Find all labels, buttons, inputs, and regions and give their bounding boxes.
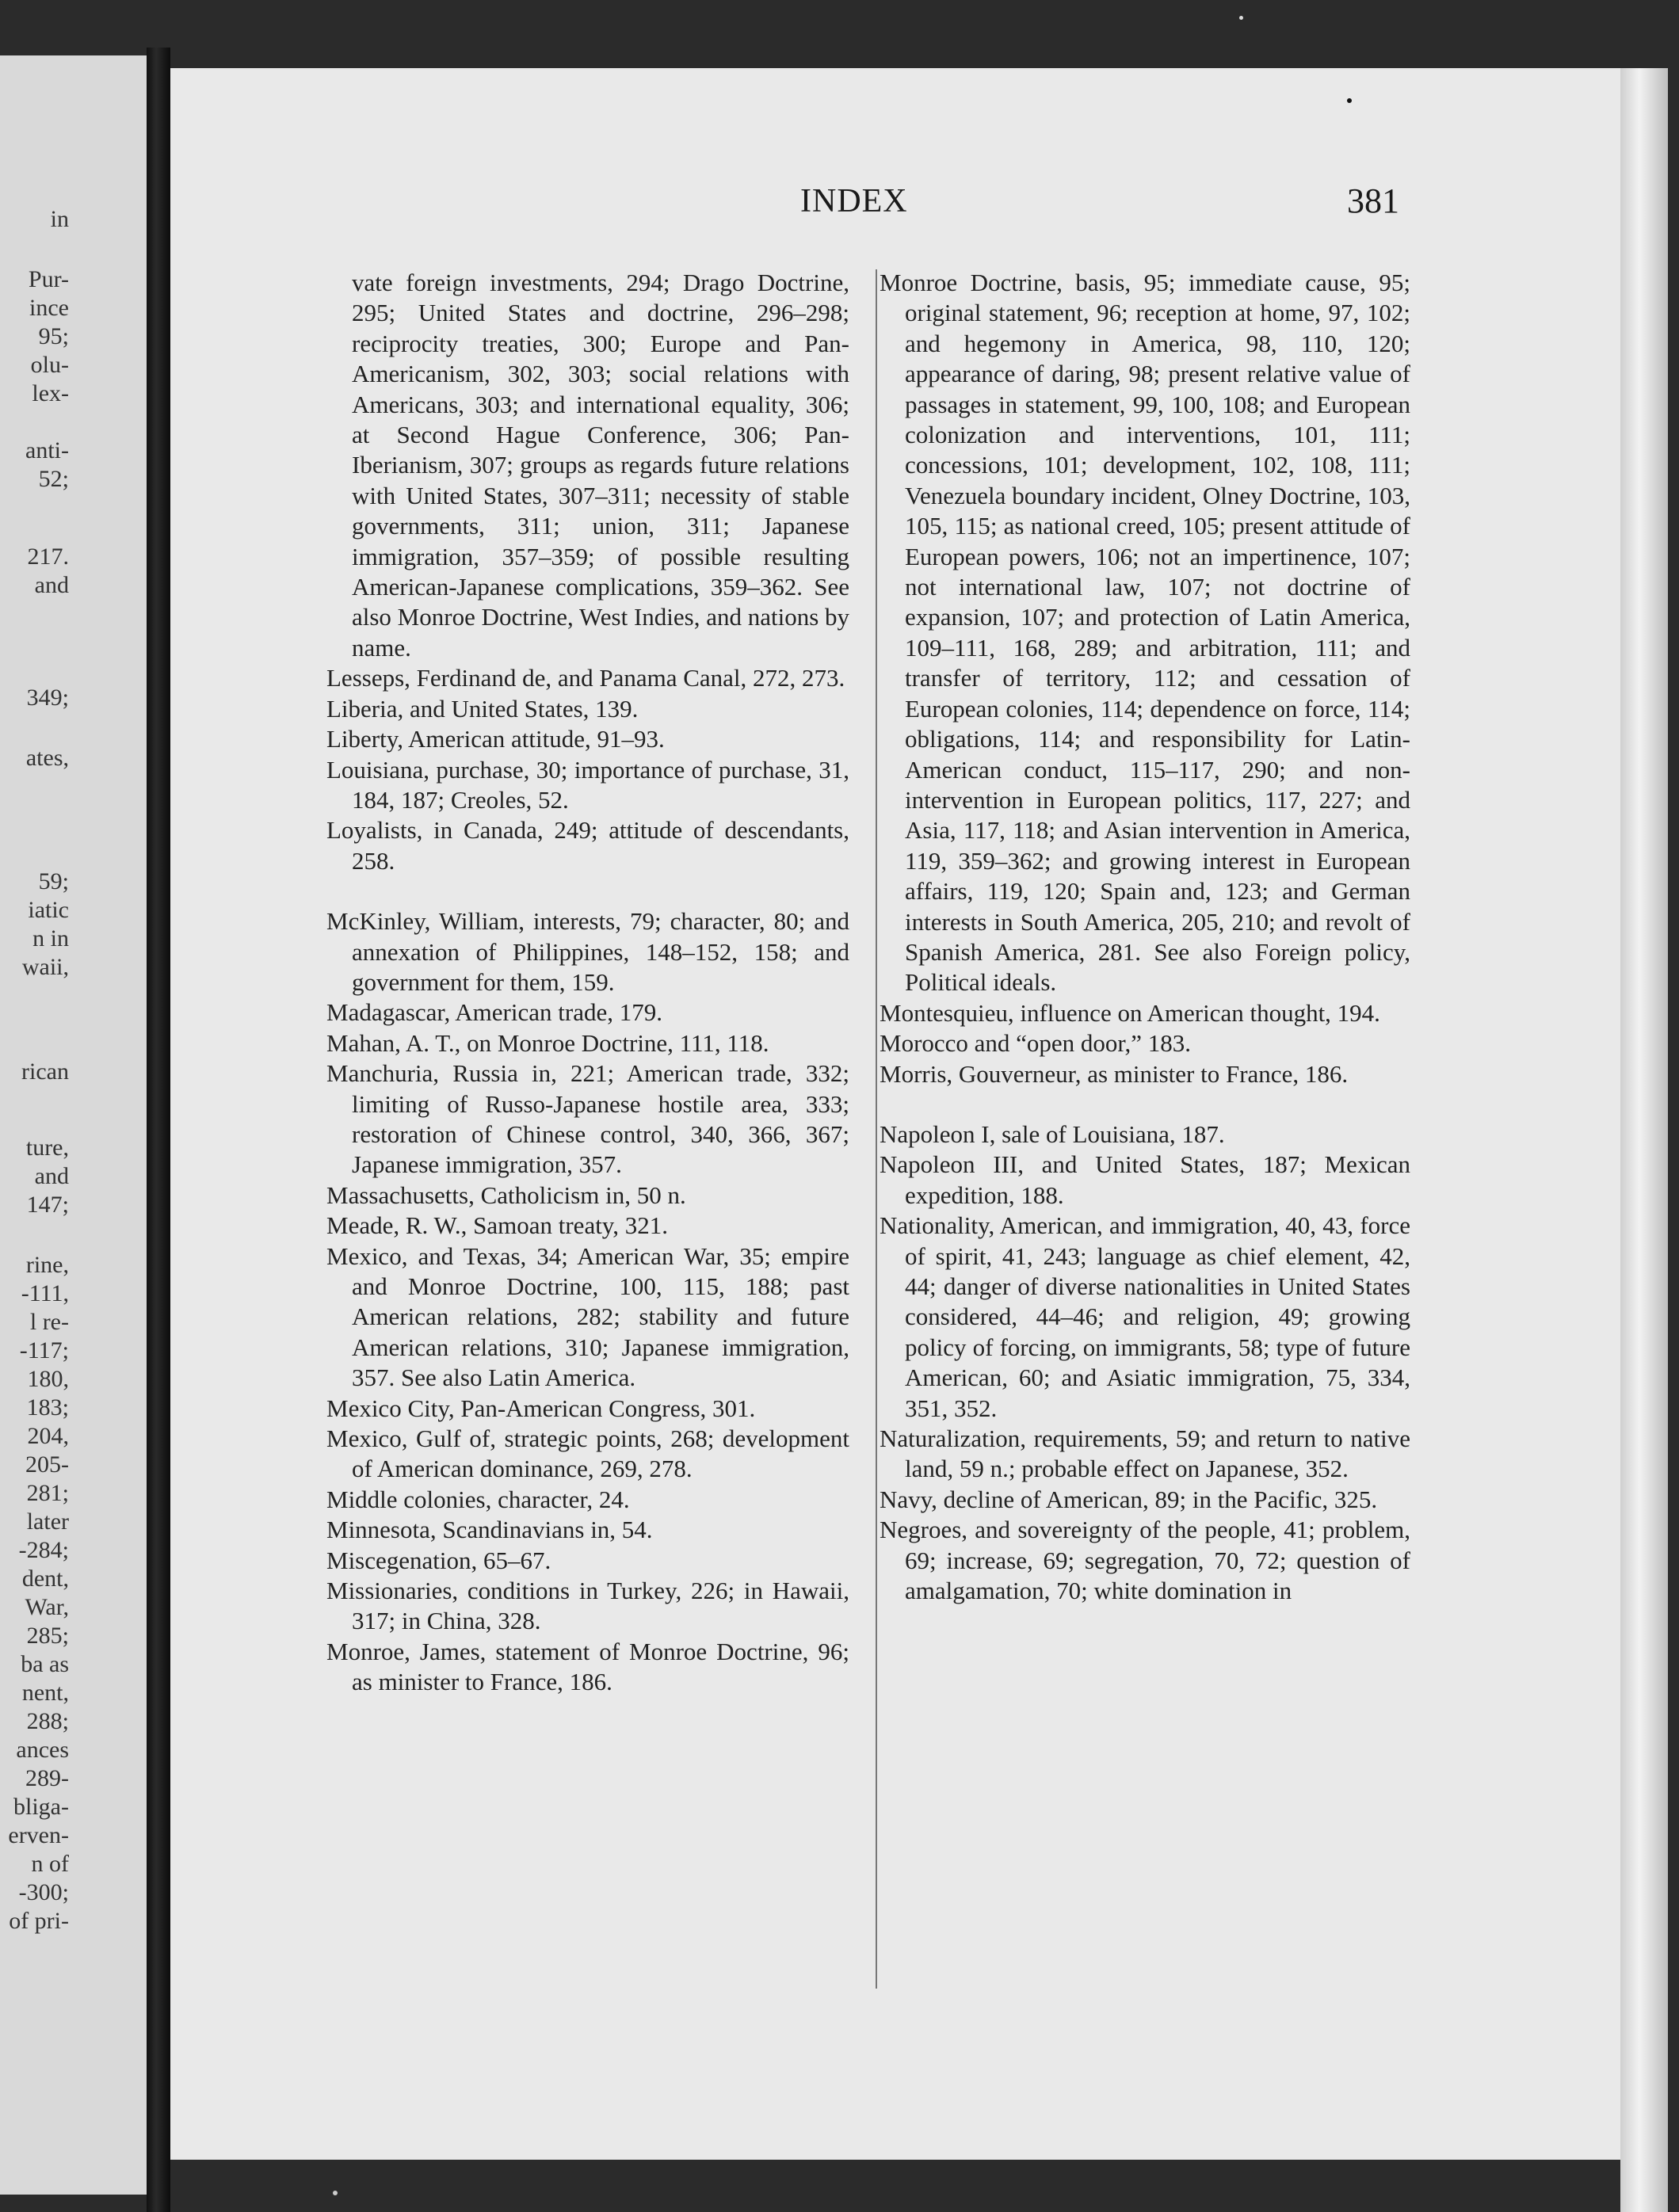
facing-page-text: ates, [25,745,69,771]
facing-page-text: and [34,572,69,598]
facing-page-text: Pur- [28,266,69,292]
scan-speck [333,2191,338,2195]
index-entry: Meade, R. W., Samoan treaty, 321. [326,1211,669,1240]
column-divider [876,269,877,1989]
index-entry: Montesquieu, influence on American thought, 194. [880,998,1380,1027]
index-entry: Negroes, and sovereignty of the people, 41; problem, 69; increase, 69; segregation, 70, 72; question of amalgamation, 70; white domination in [880,1516,1410,1605]
index-entry: Mexico City, Pan-American Congress, 301. [326,1394,756,1422]
facing-page-text: 95; [38,323,69,349]
facing-page-text: erven- [8,1822,69,1848]
facing-page-text: 180, [27,1366,69,1392]
index-entry: Mahan, A. T., on Monroe Doctrine, 111, 118. [326,1028,769,1057]
index-column-left [326,268,849,1698]
facing-page-text: 288; [26,1708,69,1734]
facing-page-text: iatic [28,897,69,923]
facing-page-text: 285; [26,1623,69,1649]
facing-page-text: anti- [25,437,69,463]
index-entry: Napoleon III, and United States, 187; Mexican expedition, 188. [880,1150,1410,1209]
facing-page-text: waii, [21,954,69,980]
facing-page-text: rine, [25,1252,69,1278]
index-entry: Miscegenation, 65–67. [326,1546,551,1574]
facing-page-text: ances [16,1737,69,1763]
index-entry: Mexico, and Texas, 34; American War, 35; empire and Monroe Doctrine, 100, 115, 188; past American relations, 282; stability and future American relations, 310; Japanese immigration, 357. See also Latin America. [326,1241,849,1392]
facing-page-text: n of [31,1851,69,1877]
index-entry: Madagascar, American trade, 179. [326,998,662,1027]
index-entry: Missionaries, conditions in Turkey, 226; in Hawaii, 317; in China, 328. [326,1577,849,1635]
facing-page-text: l re- [29,1309,69,1335]
page-number: 381 [1347,181,1399,220]
facing-page-text: of pri- [9,1908,69,1934]
facing-page-text: -300; [18,1879,69,1905]
facing-page-text: nent, [21,1680,69,1706]
scan-speck [1347,98,1352,103]
index-column-right [880,268,1410,1606]
index-entry: Morris, Gouverneur, as minister to France, 186. [880,1059,1349,1088]
facing-page-text: in [50,206,69,232]
index-entry-continuation: vate foreign investments, 294; Drago Doctrine, 295; United States and doctrine, 296–298; reciprocity treaties, 300; Europe and Pan-Americanism, 302, 303; social relations with Americans, 303; and international equality, 306; at Second Hague Conference, 306; Pan-Iberianism, 307; groups as regards future relations with United States, 307–311; necessity of stable governments, 311; union, 311; Japanese immigration, 357–359; of possible resulting American-Japanese complications, 359–362. See also Monroe Doctrine, West Indies, and nations by name. [352,269,850,662]
facing-page-text: ba as [21,1651,69,1677]
facing-page-text: 183; [26,1394,69,1421]
index-entry: McKinley, William, interests, 79; character, 80; and annexation of Philippines, 148–152, 158; and government for them, 159. [326,907,849,996]
index-entry: Liberia, and United States, 139. [326,694,639,723]
facing-page-text: 281; [26,1480,69,1506]
index-entry: Morocco and “open door,” 183. [880,1029,1192,1058]
index-entry: Monroe Doctrine, basis, 95; immediate cause, 95; original statement, 96; reception at home, 97, 102; and hegemony in America, 98, 110, 120; appearance of daring, 98; present relative value of passages in statement, 99, 100, 108; and European colonization and interventions, 101, 111; concessions, 101; development, 102, 108, 111; Venezuela boundary incident, Olney Doctrine, 103, 105, 115; as national creed, 105; present attitude of European powers, 106; not an impertinence, 107; not international law, 107; not doctrine of expansion, 107; and protection of Latin America, 109–111, 168, 289; and arbitration, 111; and transfer of territory, 112; and cessation of European colonies, 114; dependence on force, 114; obligations, 114; and responsibility for Latin-American conduct, 115–117, 290; and non-intervention in European politics, 117, 227; and Asia, 117, 118; and Asian intervention in America, 119, 359–362; and growing interest in European affairs, 119, 120; Spain and, 123; and German interests in South America, 205, 210; and revolt of Spanish America, 281. See also Foreign policy, Political ideals. [880,269,1410,997]
facing-page-text: 349; [26,685,69,711]
index-entry: Mexico, Gulf of, strategic points, 268; development of American dominance, 269, 278. [326,1424,849,1483]
facing-page-text: 147; [26,1192,69,1218]
running-head: INDEX [800,183,908,219]
facing-page-text: rican [21,1058,69,1085]
facing-page-text: 217. [27,543,69,570]
facing-page-text: dent, [21,1566,69,1592]
index-entry: Napoleon I, sale of Louisiana, 187. [880,1119,1225,1148]
index-entry: Middle colonies, character, 24. [326,1485,630,1513]
index-entry: Minnesota, Scandinavians in, 54. [326,1516,653,1544]
facing-page-text: 204, [27,1423,69,1449]
facing-page-text: lex- [32,380,69,406]
index-entry: Lesseps, Ferdinand de, and Panama Canal, 272, 273. [326,664,845,692]
facing-page-text: War, [25,1594,69,1620]
index-entry: Monroe, James, statement of Monroe Doctrine, 96; as minister to France, 186. [326,1637,849,1696]
facing-page-text: and [34,1163,69,1189]
facing-page-text: -111, [21,1280,69,1306]
index-section-gap [326,876,849,906]
index-entry: Manchuria, Russia in, 221; American trade, 332; limiting of Russo-Japanese hostile area, 333; restoration of Chinese control, 340, 366, 367; Japanese immigration, 357. [326,1059,849,1179]
facing-page-text: n in [32,925,69,952]
index-section-gap [880,1089,1410,1119]
facing-page-text: later [26,1508,69,1535]
index-entry: Navy, decline of American, 89; in the Pacific, 325. [880,1485,1378,1513]
facing-page-text: 289- [25,1765,69,1791]
index-entry: Loyalists, in Canada, 249; attitude of descendants, 258. [326,816,849,875]
facing-page-text: ince [29,295,69,321]
facing-page-text: 205- [25,1451,69,1478]
index-entry: Liberty, American attitude, 91–93. [326,725,665,753]
facing-page-fragment [0,55,147,2195]
page-edge [1620,68,1668,2212]
facing-page-text: 52; [38,466,69,492]
index-entry: Louisiana, purchase, 30; importance of purchase, 31, 184, 187; Creoles, 52. [326,755,849,814]
index-entry: Massachusetts, Catholicism in, 50 n. [326,1180,686,1209]
facing-page-text: 59; [38,868,69,894]
facing-page-text: -284; [18,1537,69,1563]
scan-speck [1239,16,1243,20]
index-entry: Nationality, American, and immigration, 40, 43, force of spirit, 41, 243; language as chief element, 42, 44; danger of diverse nationalities in United States considered, 44–46; and religion, 49; growing policy of forcing, on immigrants, 58; type of future American, 60; and Asiatic immigration, 75, 334, 351, 352. [880,1211,1410,1422]
index-entry: Naturalization, requirements, 59; and return to native land, 59 n.; probable effect on Japanese, 352. [880,1424,1410,1483]
facing-page-text: ture, [25,1135,69,1161]
book-gutter [147,48,170,2212]
facing-page-text: olu- [30,352,69,378]
facing-page-text: -117; [19,1337,69,1363]
facing-page-text: bliga- [13,1794,69,1820]
